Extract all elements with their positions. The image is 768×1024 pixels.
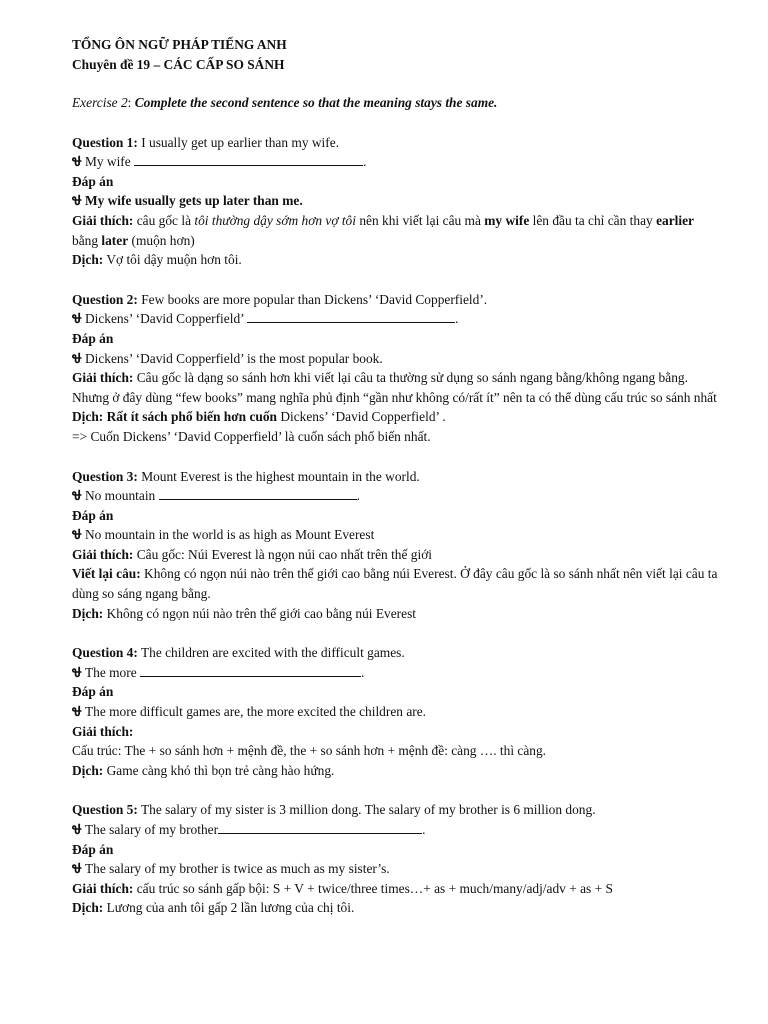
prompt-text: I usually get up earlier than my wife. xyxy=(137,134,340,150)
explain-label: Giải thích: xyxy=(72,370,134,386)
prompt-text: The children are excited with the difficult games. xyxy=(137,645,405,661)
explanation xyxy=(72,211,722,250)
arrow-icon: Ꮰ xyxy=(72,193,82,209)
explanation xyxy=(72,722,722,742)
answer-blank xyxy=(134,153,363,166)
stem-text: The more xyxy=(81,664,140,680)
answer-label: Đáp án xyxy=(72,330,114,346)
stem-text: Dickens’ ‘David Copperfield’ xyxy=(81,311,247,327)
explain-text: Câu gốc là dạng so sánh hơn khi viết lại câu ta thường sử dụng so sánh ngang bằng/không ngang bằng. Nhưng ở đây dùng “few books” mang nghĩa phủ định “gần như không có/rất ít” nên ta có thể dùng cấu trúc so sánh nhất xyxy=(72,370,717,405)
question-label: Question 4: xyxy=(72,645,138,661)
answer-label: Đáp án xyxy=(72,507,114,523)
answer-label: Đáp án xyxy=(72,841,114,857)
exercise-text: Complete the second sentence so that the meaning stays the same. xyxy=(131,95,498,110)
arrow-icon: Ꮰ xyxy=(72,861,82,877)
answer-heading xyxy=(72,840,722,860)
rewrite-line xyxy=(72,309,722,329)
explain-text: Câu gốc: Núi Everest là ngọn núi cao nhất trên thế giới xyxy=(133,546,433,562)
answer-heading xyxy=(72,682,722,702)
explain-bold: my wife xyxy=(484,212,530,228)
exercise-instruction xyxy=(72,93,722,113)
answer-line xyxy=(72,191,722,211)
rewrite-text: Không có ngọn núi nào trên thế giới cao bằng núi Everest. Ở đây câu gốc là so sánh nhất nên viết lại câu ta dùng so sáng ngang bằng. xyxy=(72,566,718,602)
translate-bold: Rất ít sách phổ biến hơn cuốn xyxy=(103,409,277,425)
translation-conclusion: => Cuốn Dickens’ ‘David Copperfield’ là cuốn sách phổ biến nhất. xyxy=(72,428,431,444)
translate-label: Dịch: xyxy=(72,605,104,621)
stem-text: The salary of my brother xyxy=(81,822,219,837)
question-prompt xyxy=(72,643,722,663)
explain-text: nên khi viết lại câu mà xyxy=(355,212,485,228)
stem-end: . xyxy=(363,154,367,170)
prompt-text: The salary of my sister is 3 million dong. The salary of my brother is 6 million dong. xyxy=(137,802,596,818)
arrow-icon: Ꮰ xyxy=(72,488,82,504)
explain-italic: tôi thường dậy sớm hơn vợ tôi xyxy=(194,212,356,228)
explain-text: (muộn hơn) xyxy=(128,232,195,248)
translation xyxy=(72,407,722,427)
question-prompt xyxy=(72,133,722,153)
question-label: Question 2: xyxy=(72,291,138,307)
arrow-icon: Ꮰ xyxy=(72,822,82,837)
rewrite-line xyxy=(72,486,722,506)
translation xyxy=(72,250,722,270)
translation xyxy=(72,604,722,624)
title-block xyxy=(72,35,722,75)
stem-end: . xyxy=(454,311,459,327)
translate-text: Vợ tôi dậy muộn hơn tôi. xyxy=(103,252,242,268)
answer-blank xyxy=(218,821,422,834)
question-prompt xyxy=(72,467,722,487)
stem-end: . xyxy=(422,822,426,837)
translation xyxy=(72,898,722,918)
rewrite-line xyxy=(72,820,722,840)
document-title: TỔNG ÔN NGỮ PHÁP TIẾNG ANH xyxy=(72,37,287,52)
document-content xyxy=(72,35,722,918)
stem-end: . xyxy=(360,664,365,680)
explain-text: cấu trúc so sánh gấp bội: S + V + twice/three times…+ as + much/many/adj/adv + as + S xyxy=(133,880,613,896)
stem-end: . xyxy=(356,488,360,504)
rewrite-line xyxy=(72,152,722,172)
translate-text: Không có ngọn núi nào trên thế giới cao bằng núi Everest xyxy=(103,605,417,621)
stem-text: My wife xyxy=(81,154,135,170)
document-subtitle: Chuyên đề 19 – CÁC CẤP SO SÁNH xyxy=(72,57,285,72)
explanation xyxy=(72,545,722,565)
structure-line: Cấu trúc: The + so sánh hơn + mệnh đề, the + so sánh hơn + mệnh đề: càng …. thì càng. xyxy=(72,743,547,759)
answer-text: The salary of my brother is twice as much as my sister’s. xyxy=(81,861,390,877)
answer-heading xyxy=(72,329,722,349)
explain-bold: later xyxy=(101,232,129,248)
answer-heading xyxy=(72,506,722,526)
answer-line xyxy=(72,702,722,722)
answer-text: The more difficult games are, the more excited the children are. xyxy=(81,704,427,720)
question-label: Question 5: xyxy=(72,802,138,818)
question-prompt xyxy=(72,800,722,820)
arrow-icon: Ꮰ xyxy=(72,704,82,720)
question-label: Question 1: xyxy=(72,134,138,150)
arrow-icon: Ꮰ xyxy=(72,664,82,680)
explain-label: Giải thích: xyxy=(72,723,134,739)
question-1 xyxy=(72,133,722,270)
answer-blank xyxy=(159,487,357,500)
prompt-text: Few books are more popular than Dickens’ ‘David Copperfield’. xyxy=(137,291,488,307)
explanation xyxy=(72,368,722,407)
answer-heading xyxy=(72,172,722,192)
translate-text: Lương của anh tôi gấp 2 lần lương của chị tôi. xyxy=(103,900,355,916)
translate-text: Game càng khó thì bọn trẻ càng hào hứng. xyxy=(103,762,335,778)
explain-label: Giải thích: xyxy=(72,546,134,562)
question-5 xyxy=(72,800,722,918)
prompt-text: Mount Everest is the highest mountain in the world. xyxy=(137,468,420,484)
explain-text: câu gốc là xyxy=(133,212,195,228)
question-prompt xyxy=(72,290,722,310)
explain-label: Giải thích: xyxy=(72,880,134,896)
arrow-icon: Ꮰ xyxy=(72,350,82,366)
exercise-colon: : xyxy=(127,95,132,110)
translate-label: Dịch: xyxy=(72,900,104,916)
rewrite-line xyxy=(72,663,722,683)
question-4 xyxy=(72,643,722,780)
arrow-icon: Ꮰ xyxy=(72,311,82,327)
question-2 xyxy=(72,290,722,447)
arrow-icon: Ꮰ xyxy=(72,154,82,170)
translate-label: Dịch: xyxy=(72,762,104,778)
stem-text: No mountain xyxy=(81,488,159,504)
rewrite-label: Viết lại câu: xyxy=(72,566,141,582)
answer-line xyxy=(72,525,722,545)
explain-text: lên đầu ta chỉ cần thay xyxy=(529,212,657,228)
question-3 xyxy=(72,467,722,624)
answer-blank xyxy=(140,664,361,677)
question-label: Question 3: xyxy=(72,468,138,484)
translation xyxy=(72,761,722,781)
explain-label: Giải thích: xyxy=(72,212,134,228)
answer-text: No mountain in the world is as high as Mount Everest xyxy=(81,527,375,543)
answer-label: Đáp án xyxy=(72,684,114,700)
exercise-label: Exercise 2 xyxy=(72,95,128,110)
answer-text: Dickens’ ‘David Copperfield’ is the most popular book. xyxy=(81,350,383,366)
explain-text: bằng xyxy=(72,232,102,248)
answer-label: Đáp án xyxy=(72,173,114,189)
answer-line xyxy=(72,859,722,879)
explain-bold: earlier xyxy=(656,212,694,228)
translate-text: Dickens’ ‘David Copperfield’ . xyxy=(276,409,446,425)
translate-label: Dịch: xyxy=(72,252,104,268)
answer-text: My wife usually gets up later than me. xyxy=(81,193,303,209)
translate-label: Dịch: xyxy=(72,409,104,425)
answer-line xyxy=(72,349,722,369)
arrow-icon: Ꮰ xyxy=(72,527,82,543)
explanation xyxy=(72,879,722,899)
answer-blank xyxy=(247,310,455,323)
rewrite-explanation xyxy=(72,564,722,603)
